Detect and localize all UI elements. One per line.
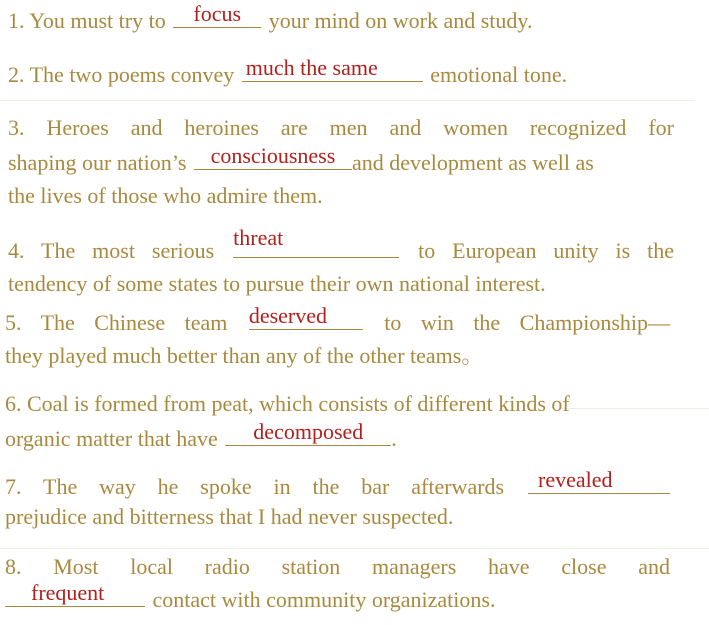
answer-blank[interactable] (233, 225, 399, 258)
question-text: The two poems convey (29, 62, 235, 87)
answer-blank[interactable] (225, 421, 391, 446)
question-7-line-2 (5, 500, 453, 534)
question-number: 3. (8, 115, 25, 140)
question-1 (8, 3, 533, 38)
answer-blank[interactable] (173, 3, 261, 28)
question-4-line-1 (8, 225, 675, 268)
question-text: the lives of those who admire them. (8, 183, 323, 208)
question-text: prejudice and bitterness that I had never suspected. (5, 504, 454, 529)
question-text: shaping our nation’s (8, 150, 187, 175)
question-text: and development as well as (351, 150, 594, 175)
question-3-line-3 (8, 179, 323, 213)
answer-text: threat (233, 225, 284, 250)
question-number: 1. (8, 8, 25, 33)
answer-blank[interactable] (528, 469, 670, 494)
question-4-line-2 (8, 267, 546, 301)
question-text: tendency of some states to pursue their own national interest. (8, 271, 546, 296)
answer-blank[interactable] (249, 305, 363, 330)
answer-text: frequent (31, 580, 105, 605)
question-text: to win the Championship— (384, 310, 671, 335)
question-text: emotional tone. (430, 62, 568, 87)
question-text: organic matter that have (5, 426, 218, 451)
answer-blank[interactable] (194, 145, 352, 170)
question-number: 7. (5, 474, 22, 499)
question-number: 4. (8, 238, 25, 263)
answer-text: much the same (245, 55, 378, 80)
answer-blank[interactable] (242, 57, 423, 82)
question-text: Most local radio station managers have close and (53, 554, 670, 579)
question-text: Heroes and heroines are men and women recognized for (46, 115, 675, 140)
separator-line (0, 100, 695, 101)
question-text: your mind on work and study. (268, 8, 533, 33)
question-text: Coal is formed from peat, which consists of different kinds of (27, 391, 570, 416)
question-number: 5. (5, 310, 22, 335)
answer-text: focus (193, 1, 242, 26)
question-text: You must try to (29, 8, 166, 33)
answer-text: revealed (538, 467, 613, 492)
separator-line (560, 408, 709, 409)
question-number: 6. (5, 391, 22, 416)
question-6-line-1 (5, 387, 570, 421)
separator-line (0, 548, 709, 549)
question-text: The Chinese team (40, 310, 228, 335)
question-number: 2. (8, 62, 25, 87)
question-5-line-2 (5, 339, 483, 373)
question-text: The way he spoke in the bar afterwards (43, 474, 505, 499)
answer-text: decomposed (253, 419, 364, 444)
question-number: 8. (5, 554, 22, 579)
question-text: contact with community organizations. (152, 587, 496, 612)
question-3-line-1 (8, 111, 674, 145)
question-2 (8, 57, 567, 92)
answer-text: deserved (248, 303, 327, 328)
question-text: . (391, 426, 397, 451)
question-5-line-1 (5, 305, 670, 340)
answer-text: consciousness (210, 143, 336, 168)
question-text: to European unity is the (418, 238, 675, 263)
question-8-line-1 (5, 550, 670, 584)
question-7-line-1 (5, 469, 670, 504)
answer-blank[interactable] (5, 582, 145, 607)
question-3-line-2 (8, 145, 594, 180)
question-text: they played much better than any of the other teams。 (5, 343, 484, 368)
question-8-line-2 (5, 582, 495, 617)
question-text: The most serious (41, 238, 215, 263)
question-6-line-2 (5, 421, 397, 456)
